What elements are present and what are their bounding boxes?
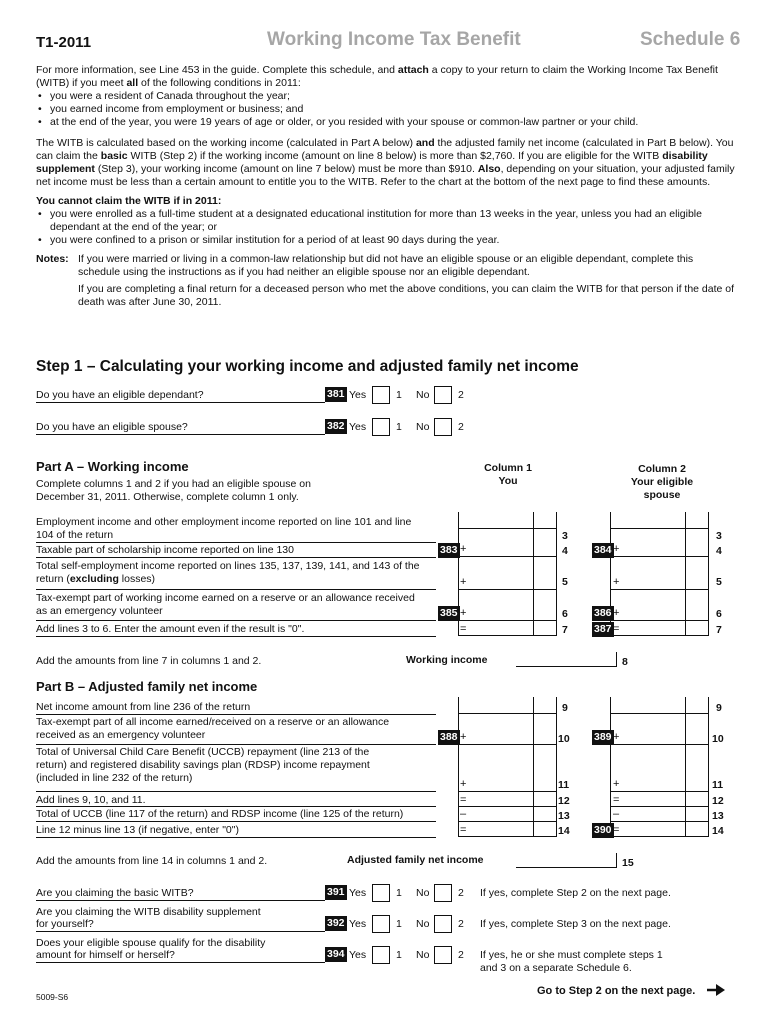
option-number: 1: [396, 389, 402, 401]
code-387: 387: [594, 623, 612, 635]
yes-label: Yes: [349, 918, 367, 930]
option-number: 2: [458, 389, 464, 401]
line10-number: 10: [558, 733, 570, 745]
partA-title: Part A – Working income: [36, 459, 189, 474]
plus-sign: +: [613, 778, 620, 790]
line14-label: Line 12 minus line 13 (if negative, enter "0"): [36, 824, 239, 836]
no-label: No: [416, 421, 430, 433]
code-383: 383: [440, 544, 458, 556]
question-spouse: Do you have an eligible spouse?: [36, 421, 188, 433]
line7-col1-input[interactable]: [458, 635, 556, 636]
form-title: Working Income Tax Benefit: [267, 29, 521, 50]
option-number: 2: [458, 949, 464, 961]
line12-label: Add lines 9, 10, and 11.: [36, 794, 146, 806]
line12-number: 12: [712, 795, 724, 807]
code-386: 386: [594, 607, 612, 619]
yes-label: Yes: [349, 421, 367, 433]
line13-number: 13: [558, 810, 570, 822]
code-385: 385: [440, 607, 458, 619]
intro-paragraph-1: For more information, see Line 453 in the guide. Complete this schedule, and attach a copy to your return to claim the Working Income Tax Benefit (WITB) if you meet all of the following conditions in 2011:: [36, 64, 718, 89]
code-389: 389: [594, 731, 612, 743]
line4-label: Taxable part of scholarship income reported on line 130: [36, 544, 294, 556]
dependant-no-checkbox[interactable]: [434, 386, 452, 404]
form-id: T1-2011: [36, 34, 92, 51]
no-label: No: [416, 887, 430, 899]
option-number: 2: [458, 887, 464, 899]
line3-label: Employment income and other employment income reported on line 101 and line 104 of the return: [36, 516, 412, 541]
line7-label: Add lines 3 to 6. Enter the amount even if the result is "0".: [36, 623, 305, 635]
equals-sign: =: [613, 623, 620, 635]
code-381: 381: [327, 388, 345, 400]
line3-col1-input[interactable]: [458, 528, 556, 529]
disability-no-checkbox[interactable]: [434, 915, 452, 933]
line11-col2-input[interactable]: [610, 791, 708, 792]
spouse-yes-checkbox[interactable]: [372, 418, 390, 436]
code-388: 388: [440, 731, 458, 743]
line7-col2-input[interactable]: [610, 635, 708, 636]
line11-col1-input[interactable]: [458, 791, 556, 792]
line9-col2-input[interactable]: [610, 713, 708, 714]
line11-number: 11: [712, 779, 724, 791]
line6-label: Tax-exempt part of working income earned on a reserve or an allowance received as an emergency volunteer: [36, 592, 415, 617]
code-392: 392: [327, 917, 345, 929]
line14-number: 14: [712, 825, 724, 837]
minus-sign: –: [460, 808, 467, 820]
equals-sign: =: [460, 794, 467, 806]
line7-number: 7: [562, 624, 568, 636]
basic-yes-checkbox[interactable]: [372, 884, 390, 902]
note-1: If you were married or living in a common-law relationship but did not have an eligible spouse or an eligible dependant, complete this schedule using the instructions as if you had neither an eligible spouse nor an eligible dependant.: [78, 253, 694, 278]
question-disability-line1: Are you claiming the WITB disability supplement: [36, 906, 261, 918]
yes-label: Yes: [349, 887, 367, 899]
dependant-yes-checkbox[interactable]: [372, 386, 390, 404]
plus-sign: +: [613, 543, 620, 555]
line14-col2-input[interactable]: [610, 836, 708, 837]
no-label: No: [416, 389, 430, 401]
intro-paragraph-2: The WITB is calculated based on the working income (calculated in Part A below) and the adjusted family net income (calculated in Part B below). You can claim the basic WITB (Step 2) if the working income (amount on line 8 below) is more than $2,760. If you are eligible for the WITB disability supplement (Step 3), your working income (amount on line 7 below) must be more than $910. Also, depending on your situation, your adjusted family net income must be less than a certain amount to entitle you to the WITB. Refer to the chart at the bottom of the next page to find these amounts.: [36, 137, 735, 188]
line6-number: 6: [716, 608, 722, 620]
option-number: 1: [396, 887, 402, 899]
plus-sign: +: [460, 576, 467, 588]
no-label: No: [416, 949, 430, 961]
line14-col1-input[interactable]: [458, 836, 556, 837]
equals-sign: =: [460, 824, 467, 836]
line13-col1-input[interactable]: [458, 821, 556, 822]
yes-label: Yes: [349, 389, 367, 401]
code-382: 382: [327, 420, 345, 432]
notes-label: Notes:: [36, 253, 69, 265]
question-dependant: Do you have an eligible dependant?: [36, 389, 204, 401]
partA-intro: Complete columns 1 and 2 if you had an eligible spouse on December 31, 2011. Otherwise, complete column 1 only.: [36, 478, 311, 503]
line12-number: 12: [558, 795, 570, 807]
option-number: 2: [458, 918, 464, 930]
condition-item: • you earned income from employment or business; and: [36, 103, 736, 116]
step1-title: Step 1 – Calculating your working income and adjusted family net income: [36, 358, 579, 375]
line15-label: Add the amounts from line 14 in columns 1 and 2.: [36, 855, 268, 867]
condition-item: • you were a resident of Canada throughout the year;: [36, 90, 736, 103]
line10-number: 10: [712, 733, 724, 745]
line15-number: 15: [622, 857, 634, 869]
option-number: 1: [396, 949, 402, 961]
adjusted-income-label: Adjusted family net income: [347, 854, 484, 866]
column1-header: Column 1 You: [484, 462, 532, 487]
arrow-right-icon: [706, 982, 726, 998]
line9-col1-input[interactable]: [458, 713, 556, 714]
option-number: 1: [396, 918, 402, 930]
line15-input[interactable]: [516, 867, 616, 868]
plus-sign: +: [460, 543, 467, 555]
option-number: 2: [458, 421, 464, 433]
line13-col2-input[interactable]: [610, 821, 708, 822]
equals-sign: =: [460, 623, 467, 635]
question-disability-line2: for yourself?: [36, 918, 94, 930]
line3-col2-input[interactable]: [610, 528, 708, 529]
line13-label: Total of UCCB (line 117 of the return) and RDSP income (line 125 of the return): [36, 808, 404, 820]
line9-label: Net income amount from line 236 of the return: [36, 701, 251, 713]
line5-number: 5: [716, 576, 722, 588]
line4-number: 4: [562, 545, 568, 557]
line3-number: 3: [562, 530, 568, 542]
equals-sign: =: [613, 794, 620, 806]
schedule-label: Schedule 6: [640, 29, 741, 50]
line5-col2-input[interactable]: [610, 589, 708, 590]
line12-col1-input[interactable]: [458, 806, 556, 807]
question-spouse-disability-line2: amount for himself or herself?: [36, 949, 175, 961]
line11-label: Total of Universal Child Care Benefit (UCCB) repayment (line 213 of the return) and registered disability savings plan (RDSP) income repayment (included in line 232 of the return): [36, 746, 370, 784]
cannot-claim-item: • you were confined to a prison or similar institution for a period of at least 90 days during the year.: [36, 234, 736, 247]
line9-number: 9: [716, 702, 722, 714]
code-390: 390: [594, 824, 612, 836]
working-income-label: Working income: [406, 654, 488, 666]
spouse-no-checkbox[interactable]: [434, 418, 452, 436]
line13-number: 13: [712, 810, 724, 822]
line5-label: Total self-employment income reported on lines 135, 137, 139, 141, and 143 of the return (excluding losses): [36, 560, 420, 585]
basic-note: If yes, complete Step 2 on the next page.: [480, 887, 671, 899]
code-394: 394: [327, 948, 345, 960]
line5-number: 5: [562, 576, 568, 588]
line6-col1-input[interactable]: [458, 620, 556, 621]
line8-number: 8: [622, 656, 628, 668]
basic-no-checkbox[interactable]: [434, 884, 452, 902]
plus-sign: +: [460, 778, 467, 790]
column2-header: Column 2 Your eligible spouse: [630, 463, 694, 501]
plus-sign: +: [613, 576, 620, 588]
plus-sign: +: [460, 731, 467, 743]
condition-item: • at the end of the year, you were 19 years of age or older, or you resided with your spouse or common-law partner or your child.: [36, 116, 736, 129]
notes-block: [36, 253, 736, 309]
line5-col1-input[interactable]: [458, 589, 556, 590]
minus-sign: –: [613, 808, 620, 820]
line4-col2-input[interactable]: [610, 556, 708, 557]
line14-number: 14: [558, 825, 570, 837]
cannot-claim-item: • you were enrolled as a full-time student at a designated educational institution for more than 13 weeks in the year, unless you had an eligible dependant at the end of the year; or: [36, 208, 736, 234]
code-391: 391: [327, 886, 345, 898]
option-number: 1: [396, 421, 402, 433]
plus-sign: +: [613, 731, 620, 743]
question-basic: Are you claiming the basic WITB?: [36, 887, 194, 899]
yes-label: Yes: [349, 949, 367, 961]
code-384: 384: [594, 544, 612, 556]
disability-note: If yes, complete Step 3 on the next page.: [480, 918, 671, 930]
form-code: 5009-S6: [36, 992, 69, 1002]
intro-section: [36, 64, 736, 309]
partB-title: Part B – Adjusted family net income: [36, 679, 258, 694]
question-spouse-disability-line1: Does your eligible spouse qualify for the disability: [36, 937, 266, 949]
disability-yes-checkbox[interactable]: [372, 915, 390, 933]
spouse-note-line1: If yes, he or she must complete steps 1: [480, 949, 663, 961]
spouse-note-line2: and 3 on a separate Schedule 6.: [480, 962, 632, 974]
line4-number: 4: [716, 545, 722, 557]
line11-number: 11: [558, 779, 570, 791]
line7-number: 7: [716, 624, 722, 636]
line10-label: Tax-exempt part of all income earned/received on a reserve or an allowance received as an emergency volunteer: [36, 716, 390, 741]
equals-sign: =: [613, 824, 620, 836]
spouse-disability-yes-checkbox[interactable]: [372, 946, 390, 964]
line6-number: 6: [562, 608, 568, 620]
goto-step2-text: Go to Step 2 on the next page.: [537, 985, 696, 997]
line10-col1-input[interactable]: [458, 744, 556, 745]
plus-sign: +: [613, 607, 620, 619]
line6-col2-input[interactable]: [610, 620, 708, 621]
cannot-claim-title: You cannot claim the WITB if in 2011:: [36, 195, 222, 207]
line4-col1-input[interactable]: [458, 556, 556, 557]
plus-sign: +: [460, 607, 467, 619]
line8-label: Add the amounts from line 7 in columns 1 and 2.: [36, 655, 262, 667]
line10-col2-input[interactable]: [610, 744, 708, 745]
no-label: No: [416, 918, 430, 930]
line9-number: 9: [562, 702, 568, 714]
note-2: If you are completing a final return for a deceased person who met the above conditions, you can claim the WITB for that person if the date of death was after June 30, 2011.: [78, 283, 735, 308]
line12-col2-input[interactable]: [610, 806, 708, 807]
line8-input[interactable]: [516, 666, 616, 667]
line3-number: 3: [716, 530, 722, 542]
spouse-disability-no-checkbox[interactable]: [434, 946, 452, 964]
